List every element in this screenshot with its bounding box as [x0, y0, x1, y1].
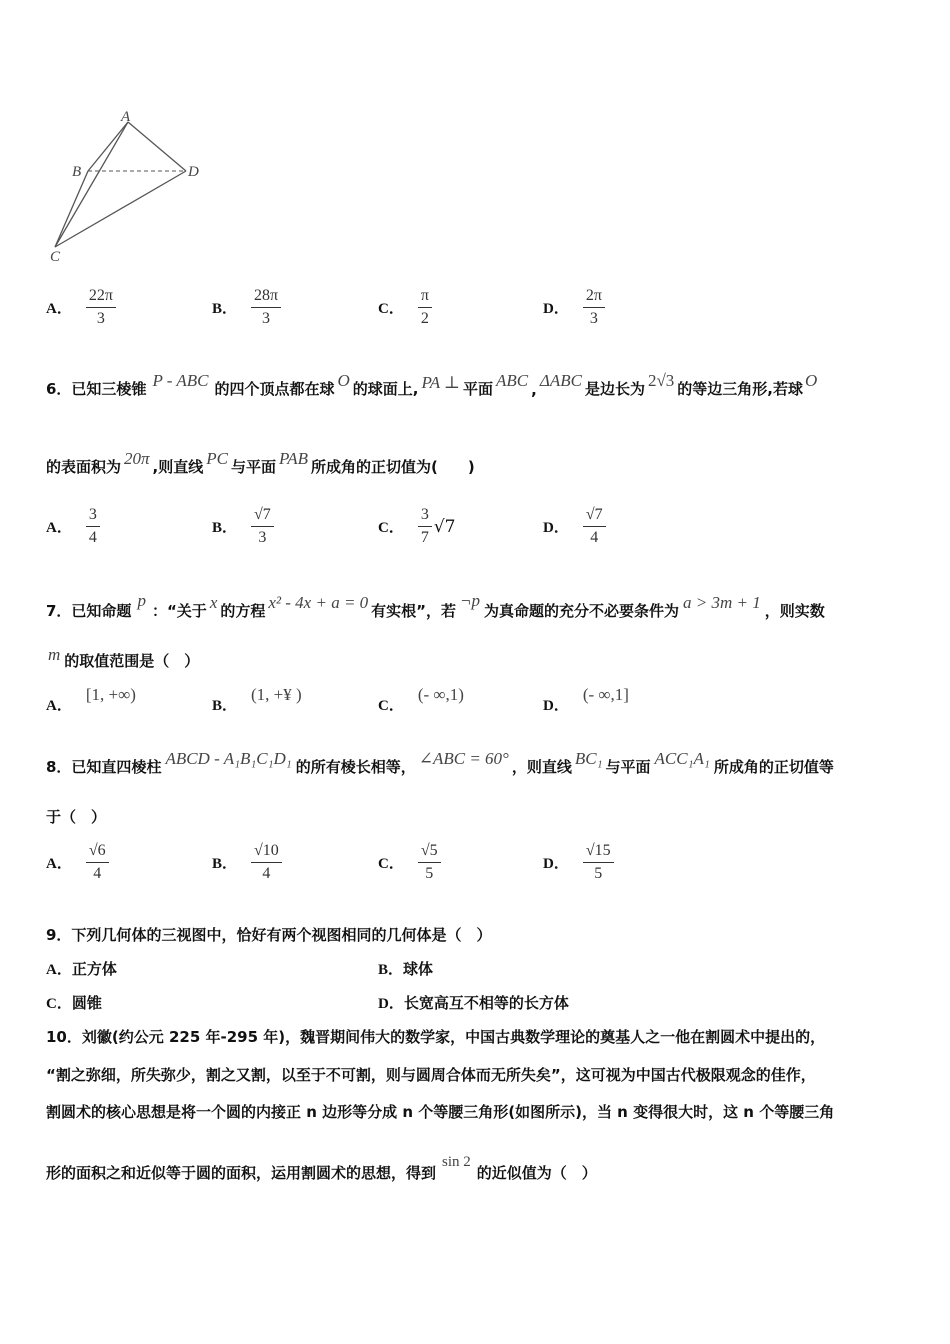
q5-option-a: [46, 287, 116, 328]
option-label: B．: [212, 698, 238, 714]
q9-option-d: [378, 992, 569, 1013]
option-text: 正方体: [71, 960, 117, 978]
vertex-label-c: C: [50, 249, 61, 265]
q6-option-d: [543, 506, 606, 547]
q6-option-c: [378, 506, 456, 547]
q7-option-b: [212, 684, 302, 714]
option-label: A．: [46, 301, 72, 317]
q6-option-b: [212, 506, 274, 547]
q5-option-c: [378, 287, 432, 328]
option-label: A．: [46, 520, 72, 536]
option-label: C．: [378, 301, 404, 317]
option-label: C．: [46, 996, 72, 1012]
fraction: $\frac{3}{4}$: [86, 506, 100, 547]
q8-option-d: [543, 842, 614, 883]
q7-option-a: [46, 684, 136, 714]
q6-option-a: [46, 506, 100, 547]
interval: [1, +∞): [85, 684, 136, 704]
fraction: $\frac{3}{7}$: [418, 506, 432, 547]
q8-option-c: [378, 842, 441, 883]
q8-stem-line-1: 8．已知直四棱柱 ABCD - A₁B₁C₁D₁ 的所有棱长相等， ∠ABC = 60° ，则直线 BC₁ 与平面 ACC₁A₁ 所成角的正切值等: [46, 749, 834, 776]
q7-stem-line-2: m 的取值范围是（ ）: [48, 645, 200, 670]
q8-option-b: [212, 842, 282, 883]
q7-option-c: [378, 684, 464, 714]
option-label: B．: [212, 856, 238, 872]
vertex-label-a: A: [121, 109, 131, 125]
fraction: $\frac{√6}{4}$: [86, 842, 109, 883]
option-label: A．: [46, 856, 72, 872]
vertex-label-d: D: [188, 164, 199, 180]
option-text: 圆锥: [71, 994, 102, 1012]
option-text: 球体: [403, 960, 434, 978]
option-label: D．: [543, 856, 569, 872]
q9-option-c: [46, 992, 102, 1013]
q9-option-a: [46, 958, 117, 979]
q6-stem-line-2: 的表面积为 20π ,则直线 PC 与平面 PAB 所成角的正切值为( ): [46, 449, 475, 476]
q6-stem-line-1: 6．已知三棱锥 P - ABC 的四个顶点都在球 O 的球面上, PA ⊥ 平面 ABC , ΔABC 是边长为 2√3 的等边三角形,若球 O: [46, 371, 818, 399]
fraction: $\frac{22\pi}{3}$: [86, 287, 116, 328]
fraction: $\frac{2\pi}{3}$: [583, 287, 605, 328]
q10-line-4: 形的面积之和近似等于圆的面积，运用割圆术的思想，得到 sin 2 的近似值为（ ）: [46, 1154, 597, 1182]
q10-line-2: “割之弥细，所失弥少，割之又割，以至于不可割，则与圆周合体而无所失矣”，这可视为中国古代极限观念的佳作，: [46, 1066, 816, 1084]
q9-stem: 9．下列几何体的三视图中，恰好有两个视图相同的几何体是（ ）: [46, 926, 492, 944]
q5-option-d: [543, 287, 605, 328]
option-label: D．: [378, 996, 404, 1012]
fraction: $\frac{√7}{4}$: [583, 506, 606, 547]
q10-line-3: 割圆术的核心思想是将一个圆的内接正 n 边形等分成 n 个等腰三角形(如图所示)，当 n 变得很大时，这 n 个等腰三角: [46, 1103, 835, 1121]
option-label: D．: [543, 301, 569, 317]
q10-line-1: 10．刘徽(约公元 225 年-295 年)，魏晋期间伟大的数学家，中国古典数学理论的奠基人之一他在割圆术中提出的，: [46, 1028, 826, 1046]
fraction: $\frac{√10}{4}$: [251, 842, 282, 883]
q7-stem-line-1: 7．已知命题 p ：“关于 x 的方程 x² - 4x + a = 0 有实根”，若 ¬p 为真命题的充分不必要条件为 a > 3m + 1 ，则实数: [46, 591, 825, 620]
fraction: $\frac{28\pi}{3}$: [251, 287, 281, 328]
fraction: $\frac{√5}{5}$: [418, 842, 441, 883]
q8-stem-line-2: 于（ ）: [46, 808, 107, 826]
option-label: B．: [378, 962, 404, 978]
tetrahedron-figure: [40, 105, 220, 270]
vertex-label-b: B: [72, 164, 82, 180]
fraction: $\frac{√15}{5}$: [583, 842, 614, 883]
q5-option-b: [212, 287, 281, 328]
fraction: $\frac{√7}{3}$: [251, 506, 274, 547]
interval: (1, +¥ ): [251, 684, 302, 704]
fraction: $\frac{\pi}{2}$: [418, 287, 432, 328]
q9-option-b: [378, 958, 433, 979]
option-label: D．: [543, 520, 569, 536]
interval: (- ∞,1]: [582, 684, 629, 704]
q8-option-a: [46, 842, 109, 883]
q7-option-d: [543, 684, 629, 714]
option-label: B．: [212, 301, 238, 317]
option-label: B．: [212, 520, 238, 536]
radical: √7: [433, 516, 456, 537]
option-text: 长宽高互不相等的长方体: [403, 994, 569, 1012]
option-label: C．: [378, 520, 404, 536]
option-label: A．: [46, 698, 72, 714]
option-label: D．: [543, 698, 569, 714]
option-label: A．: [46, 962, 72, 978]
option-label: C．: [378, 698, 404, 714]
option-label: C．: [378, 856, 404, 872]
interval: (- ∞,1): [417, 684, 464, 704]
